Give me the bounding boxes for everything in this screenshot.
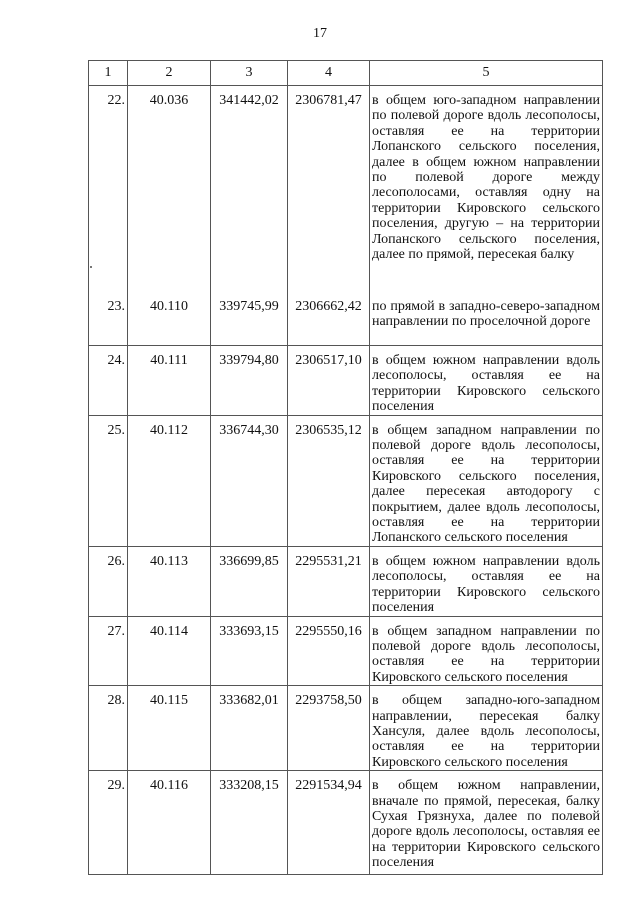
row-number: 22.	[89, 86, 128, 292]
row-number: 24.	[89, 346, 128, 416]
y-coordinate: 2295531,21	[288, 546, 370, 616]
y-coordinate: 2306517,10	[288, 346, 370, 416]
row-number: 26.	[89, 546, 128, 616]
route-description: в общем южном направлении, вначале по прямой, пересекая, балку Сухая Грязнуха, далее по полевой дороге вдоль лесополосы, оставляя ее на территории Кировского сельского поселения	[370, 771, 603, 875]
x-coordinate: 336699,85	[211, 546, 288, 616]
x-coordinate: 339745,99	[211, 292, 288, 346]
table-row	[89, 546, 603, 616]
route-description: в общем южном направлении вдоль лесополосы, оставляя ее на территории Кировского сельского поселения	[370, 546, 603, 616]
x-coordinate: 333682,01	[211, 686, 288, 771]
header-col-5: 5	[370, 61, 603, 86]
table-row	[89, 771, 603, 875]
y-coordinate: 2306662,42	[288, 292, 370, 346]
x-coordinate: 339794,80	[211, 346, 288, 416]
header-col-3: 3	[211, 61, 288, 86]
y-coordinate: 2291534,94	[288, 771, 370, 875]
table-header-row	[89, 61, 603, 86]
y-coordinate: 2306535,12	[288, 415, 370, 546]
point-id: 40.110	[128, 292, 211, 346]
y-coordinate: 2293758,50	[288, 686, 370, 771]
header-col-2: 2	[128, 61, 211, 86]
x-coordinate: 333693,15	[211, 616, 288, 686]
row-number: 23.	[89, 292, 128, 346]
point-id: 40.112	[128, 415, 211, 546]
row-number: 29.	[89, 771, 128, 875]
table-row	[89, 86, 603, 292]
point-id: 40.114	[128, 616, 211, 686]
header-col-1: 1	[89, 61, 128, 86]
boundary-points-table	[88, 60, 603, 875]
route-description: по прямой в западно-северо-западном направлении по проселочной дороге	[370, 292, 603, 346]
table-row	[89, 292, 603, 346]
row-number: 27.	[89, 616, 128, 686]
y-coordinate: 2295550,16	[288, 616, 370, 686]
point-id: 40.113	[128, 546, 211, 616]
table-row	[89, 415, 603, 546]
x-coordinate: 341442,02	[211, 86, 288, 292]
table-row	[89, 686, 603, 771]
row-number: 28.	[89, 686, 128, 771]
table-row	[89, 616, 603, 686]
route-description: в общем западном направлении по полевой дороге вдоль лесополосы, оставляя ее на территории Кировского сельского поселения	[370, 616, 603, 686]
y-coordinate: 2306781,47	[288, 86, 370, 292]
point-id: 40.111	[128, 346, 211, 416]
route-description: в общем южном направлении вдоль лесополосы, оставляя ее на территории Кировского сельского поселения	[370, 346, 603, 416]
point-id: 40.116	[128, 771, 211, 875]
x-coordinate: 333208,15	[211, 771, 288, 875]
header-col-4: 4	[288, 61, 370, 86]
point-id: 40.036	[128, 86, 211, 292]
table-row	[89, 346, 603, 416]
point-id: 40.115	[128, 686, 211, 771]
route-description: в общем западно-юго-западном направлении, пересекая балку Хансуля, далее вдоль лесополосы, оставляя ее на территории Кировского сельского поселения	[370, 686, 603, 771]
page-number: 17	[313, 26, 327, 41]
x-coordinate: 336744,30	[211, 415, 288, 546]
route-description: в общем юго-западном направлении по полевой дороге вдоль лесополосы, оставляя ее на территории Лопанского сельского поселения, далее в общем южном направлении по полевой дороге между лесополосами, оставляя одну на территории Кировского сельского поселения, другую – на территории Лопанского сельского поселения, далее по прямой, пересекая балку	[370, 86, 603, 292]
row-number: 25.	[89, 415, 128, 546]
route-description: в общем западном направлении по полевой дороге вдоль лесополосы, оставляя ее на территории Кировского сельского поселения, далее пересекая автодорогу с покрытием, далее вдоль лесополосы, оставляя ее на территории Лопанского сельского поселения	[370, 415, 603, 546]
